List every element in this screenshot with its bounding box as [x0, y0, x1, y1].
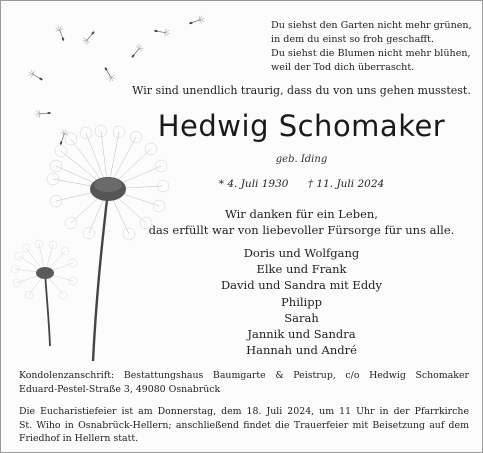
floating-seed-icon [54, 24, 67, 42]
small-dandelion-icon [11, 240, 77, 346]
poem-line: Du siehst den Garten nicht mehr grünen, [271, 20, 472, 31]
family-list [119, 245, 483, 358]
poem-line: weil der Tod dich überrascht. [271, 62, 415, 73]
floating-seed-icon [102, 65, 117, 83]
death-date: † 11. Juli 2024 [307, 178, 385, 190]
family-member: Doris und Wolfgang [243, 246, 360, 260]
deceased-name: Hedwig Schomaker [157, 109, 446, 143]
floating-seed-icon [188, 14, 206, 27]
service-line: St. Wiho in Osnabrück-Hellern; anschließend findet die Trauerfeier mit Beisetzung auf dem [19, 419, 469, 431]
family-member: David und Sandra mit Eddy [220, 278, 383, 293]
floating-seed-icon [57, 128, 70, 146]
family-member: Philipp [281, 294, 322, 309]
service-line: Die Eucharistiefeier ist am Donnerstag, dem 18. Juli 2024, um 11 Uhr in der Pfarrkirche [19, 406, 469, 417]
birth-date: * 4. Juli 1930 [218, 178, 289, 190]
intro-text: Wir sind unendlich traurig, dass du von uns gehen musstest. [132, 84, 471, 97]
floating-seed-icon [129, 43, 145, 60]
family-member: Jannik und Sandra [247, 327, 356, 342]
poem [271, 19, 476, 75]
thanks-line: Wir danken für ein Leben, [225, 207, 378, 221]
family-member: Sarah [284, 310, 319, 325]
thanks-line: das erfüllt war von liebevoller Fürsorge für uns alle. [148, 223, 455, 237]
floating-seed-icon [27, 69, 45, 84]
address-line: Eduard-Pestel-Straße 3, 49080 Osnabrück [19, 383, 221, 395]
family-member: Elke und Frank [256, 262, 347, 277]
poem-line: Du siehst die Blumen nicht mehr blühen, [271, 48, 471, 59]
funeral-service-info [19, 405, 469, 446]
floating-seed-icon [154, 27, 171, 38]
address-line: Kondolenzanschrift: Bestattungshaus Baumgarte & Peistrup, c/o Hedwig Schomaker [19, 370, 469, 381]
condolence-address [19, 369, 469, 396]
floating-seed-icon [81, 29, 97, 46]
poem-line: in dem du einst so froh geschafft. [271, 34, 435, 45]
maiden-name: geb. Iding [275, 154, 328, 165]
floating-seed-icon [35, 109, 51, 118]
family-member: Hannah und André [246, 343, 357, 358]
thanks-text [119, 206, 483, 238]
life-dates [119, 178, 483, 190]
service-line: Friedhof in Hellern statt. [19, 433, 139, 444]
